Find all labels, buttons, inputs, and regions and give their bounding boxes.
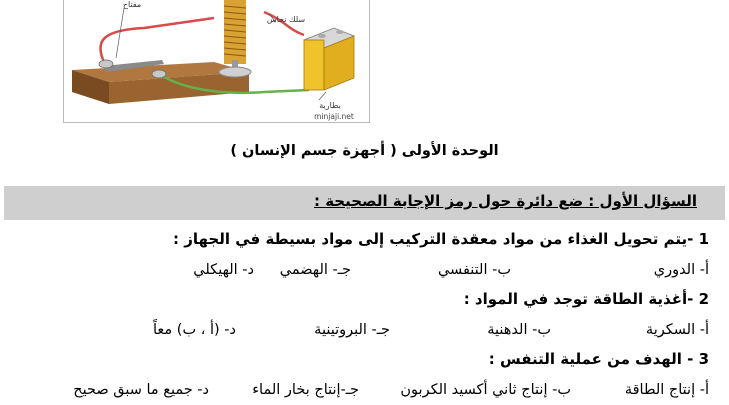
- question-1: [173, 230, 709, 248]
- wire-label: سلك نحاس: [266, 15, 306, 24]
- question-3-text: - الهدف من عملية التنفس :: [488, 350, 694, 368]
- question-1-text: -يتم تحويل الغذاء من مواد معقدة التركيب إلى مواد بسيطة في الجهاز :: [173, 230, 694, 248]
- q1-option-d[interactable]: د- الهيكلي: [193, 262, 254, 278]
- source-label: minjaji.net: [314, 112, 354, 121]
- q3-option-d[interactable]: د- جميع ما سبق صحيح: [73, 382, 209, 398]
- question-2-number: 2: [698, 290, 709, 308]
- q2-option-a[interactable]: أ- السكرية: [645, 322, 709, 338]
- question-3-number: 3: [698, 350, 709, 368]
- question-3: [489, 350, 709, 368]
- q1-option-b[interactable]: ب- التنفسي: [437, 262, 511, 278]
- q3-option-a[interactable]: أ- إنتاج الطاقة: [624, 382, 709, 398]
- unit-title: الوحدة الأولى ( أجهزة جسم الإنسان ): [230, 143, 499, 159]
- q1-option-a[interactable]: أ- الدوري: [653, 262, 709, 278]
- question-1-number: 1: [698, 230, 709, 248]
- q2-option-c[interactable]: جـ- البروتينية: [314, 322, 390, 338]
- circuit-illustration: [63, 0, 370, 123]
- q3-option-c[interactable]: جـ-إنتاج بخار الماء: [252, 382, 359, 398]
- q2-option-b[interactable]: ب- الدهنية: [487, 322, 551, 338]
- question-2-text: -أغذية الطاقة توجد في المواد :: [463, 290, 694, 308]
- question-2: [464, 290, 709, 308]
- switch-label: مفتاح: [122, 0, 142, 9]
- q3-option-b[interactable]: ب- إنتاج ثاني أكسيد الكربون: [400, 382, 571, 398]
- battery-label: بطارية: [319, 101, 341, 110]
- section-title: السؤال الأول : ضع دائرة حول رمز الإجابة الصحيحة :: [313, 192, 697, 210]
- q2-option-d[interactable]: د- (أ ، ب) معاً: [153, 322, 236, 338]
- circuit-diagram: [64, 0, 369, 122]
- q1-option-c[interactable]: جـ- الهضمي: [279, 262, 351, 278]
- section-header: [4, 186, 725, 220]
